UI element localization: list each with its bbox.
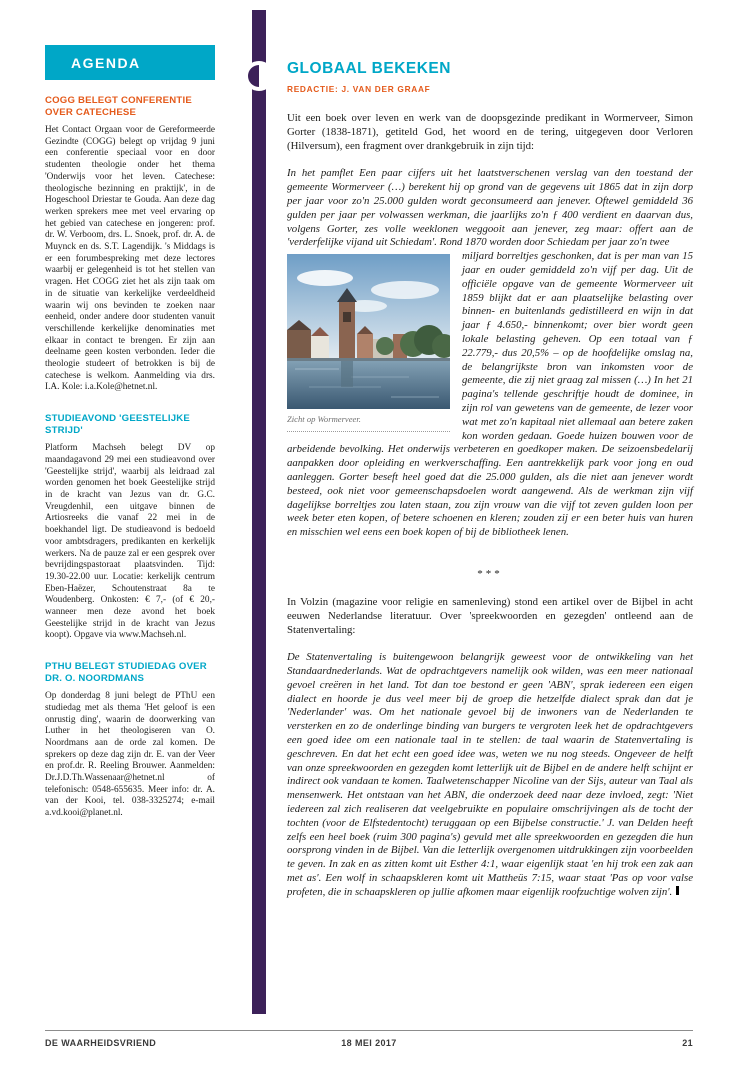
main-article <box>287 60 693 914</box>
agenda-header <box>45 45 215 80</box>
footer-page-number: 21 <box>682 1038 693 1048</box>
section-separator: *** <box>477 567 503 580</box>
footer-rule <box>45 1030 693 1031</box>
sidebar-article-cogg <box>45 95 215 394</box>
sidebar-article-studieavond <box>45 413 215 642</box>
footer-brand: DE WAARHEIDSVRIEND <box>45 1038 157 1048</box>
footer-date: 18 MEI 2017 <box>341 1038 397 1048</box>
divider-circle-ornament <box>245 62 273 90</box>
article-title: GLOBAAL BEKEKEN <box>287 60 451 77</box>
sidebar-article-body: Platform Machseh belegt DV op maandagavond 29 mei een studieavond over 'Geestelijke strijd', waarbij als leidraad zal worden genomen het boek Geestelijke strijd in de kracht van Jezus van dr. G.C. Vreugdenhil, een uitgave binnen de Artiosreeks die vanaf 22 mei in de boekhandel ligt. De studieavond is bedoeld voor ambtsdragers, predikanten en kerkelijk werkers. Na de pauze zal er een gesprek over bevrijdingspastoraat plaatsvinden. Tijd: 19.30-22.00 uur. Locatie: kerkelijk centrum Eben-Haëzer, Schoutenstraat 8a te Woudenberg. Onkosten: € 7,- (of € 20,- wanneer men deze avond het boek Geestelijke strijd in de kracht van Jezus koopt). Opgave via www.Machseh.nl. <box>45 443 215 641</box>
divider-halfmoon-icon <box>248 65 259 87</box>
intro-paragraph-1: Uit een boek over leven en werk van de doopsgezinde predikant in Wormerveer, Simon Gorter (1838-1871), getiteld God, het woord en de tering, uitgegeven door Verloren (Hilversum), een fragment over drankgebruik in zijn tijd: <box>287 112 693 152</box>
quote-paragraph-1: In het pamflet Een paar cijfers uit het laatstverschenen verslag van den toestand der gemeente Wormerveer (…) berekent hij op grond van de gegevens uit 1865 dat in zijn dorp per jaar voor zo'n 25.000 gulden wordt geconsumeerd aan jenever. Oftewel gemiddeld 36 gulden per jaar per volwassen werkman, die jaarlijks zo'n ƒ 400 verdient en daarvan dus, volgens Gorter, zes volle weeklonen weggooit aan jenever, zeg maar: offert aan de 'verderfelijke vijand uit Schiedam'. Rond 1870 worden door Schiedam per jaar zo'n twee <box>287 167 693 249</box>
end-of-article-marker <box>676 886 679 895</box>
vertical-divider-bar <box>252 10 266 1014</box>
wormerveer-photo-figure <box>287 254 450 432</box>
byline: REDACTIE: J. VAN DER GRAAF <box>287 84 431 94</box>
photo-caption: Zicht op Wormerveer. <box>287 409 450 432</box>
quote-text: De Statenvertaling is buitengewoon belangrijk geweest voor de ontwikkeling van het Standaardnederlands. Wat de opdrachtgevers namelijk ook wilden, was een meer nationaal gevoel creëren in het land. Tot dan toe bestond er geen 'ABN', sprak iedereen een eigen dialect en hoorde je dus veel meer bij de groep die hetzelfde dialect sprak dan dat je 'Nederlander' was. Om het nationale gevoel bij de inwoners van de Nederlanden te versterken en zo de onderlinge binding van burgers te vergroten leek het de opdrachtgevers een goed idee om een nationale taal in te stellen: de taal waarin de Statenvertaling is geschreven. En dat het echt een goed idee was, weten we nu nog steeds. Ongeveer de helft van onze spreekwoorden en gezegden komt letterlijk uit de Bijbel en de andere helft schijnt er indirect ook vandaan te komen. Taalwetenschapper Nicoline van der Sijs, auteur van Taal als mensenwerk. Het ontstaan van het ABN, die onderzoek deed naar deze invloed, zegt: 'Niet iedereen zal zich realiseren dat veelgebruikte en populaire omschrijvingen als de tocht der tochten (voor de Elfstedentocht) teruggaan op een Bijbelse constructie.' J. van Delden heeft zelfs een heel boek (ruim 300 pagina's) gevuld met alle spreekwoorden en gezegden die hun oorsprong vinden in de Bijbel. Van die letterlijk overgenomen uitdrukkingen zijn voorbeelden te geven. In zak en as zitten komt uit Esther 4:1, waar eigenlijk staat 'en hij trok een zak aan met as'. Een wolf in schaapskleren komt uit Mattheüs 7:15, waar staat 'Pas op voor valse profeten, die in schaapskleren op jullie afkomen maar eigenlijk roofzuchtige wolven zijn'. <box>287 651 693 898</box>
agenda-sidebar <box>45 45 215 839</box>
sidebar-article-body: Het Contact Orgaan voor de Gereformeerde Gezindte (COGG) belegt op vrijdag 9 juni een conferentie speciaal voor en door studenten theologie onder het thema 'Onderwijs voor het leven. Catechese: theologische bezinning en praktijk', in de Hogeschool Driestar te Gouda. Aan deze dag werken sprekers mee met veel ervaring op het gebied van catechese en jongeren: prof. dr. W. Verboom, drs. L. Snoek, prof. dr. A. de Muynck en ds. S.T. Lagendijk. 's Middags is er een forumbespreking met deze lectores waarbij er gelegenheid is tot het stellen van vragen. Het COGG ziet het als zijn taak om in de situatie van kerkelijke verdeeldheid waarin wij ons bevinden te zoeken naar eenheid, onder andere door studenten vanuit verschillende kerkelijke denominaties met elkaar in contact te brengen. Er zijn aan deelname geen kosten verbonden. Ieder die theologie studeert of betrokken is bij de catechese is welkom. Aanmelding via drs. I.A. Kole: i.a.Kole@hetnet.nl. <box>45 125 215 393</box>
sidebar-article-body: Op donderdag 8 juni belegt de PThU een studiedag met als thema 'Het geloof is een onrustig ding', waarin de doorwerking van Luther in het theologiseren van O. Noordmans aan de orde zal komen. De sprekers op deze dag zijn dr. E. van der Veer en prof.dr. R. Reeling Brouwer. Aanmelden: Dr.J.D.Th.Wassenaar@hetnet.nl of telefonisch: 0548-655635. Meer info: dr. A. van der Kooi, tel. 038-3325274; e-mail a.vd.kooi@planet.nl. <box>45 691 215 819</box>
sidebar-article-pthu <box>45 661 215 820</box>
quote-paragraph-2: miljard borreltjes geschonken, dat is per man van 15 jaar en ouder gemiddeld zo'n vijf per dag. Uit de officiële opgave van de gemeente Wormerveer uit 1859 blijkt dat er aan plaatselijke belasting over binnen- en buitenlands gedistilleerd en wijn in dat jaar ƒ 4.650,- binnenkomt; over bier wordt geen lokale belasting geheven. Op een totaal van ƒ 22.779,- dus 20,5% – op de hoofdelijke omslag na, de belangrijkste bron van inkomsten voor de gemeente, die zij niet graag zal missen (…) In het 21 pagina's tellende geschriftje houdt de dominee, in zijn rol van gewetens van de gemeente, de lezer voor wat met zo'n kapitaal niet allemaal aan betere zaken kon worden gedaan. Goede huizen bouwen voor de arbeidende bevolking. Het onderwijs verbeteren en goedkoper maken. De seizoensbedelarij aanpakken door opleiding en werkverschaffing. Een aantrekkelijk park voor jong en oud aanleggen. Gorter beseft heel goed dat die 25.000 gulden, als die niet aan jenever wordt besteed, ook niet voor gemeenschapsdoelen wordt aangewend. Als de werkman zijn vijf dagelijkse borreltjes zou laten staan, zou zijn vrouw van die vijf tot zeven gulden loon per week beter eten kopen, of betere schoenen en kleren; zouden zij er een beter huis van huren en misschien wel eens een boek kopen of bij de bibliotheek lenen. <box>287 250 693 539</box>
sidebar-article-heading: COGG BELEGT CONFERENTIE OVER CATECHESE <box>45 95 192 118</box>
sidebar-article-heading: PTHU BELEGT STUDIEDAG OVER DR. O. NOORDMANS <box>45 661 207 685</box>
footer <box>45 1038 693 1048</box>
agenda-title: AGENDA <box>71 55 141 71</box>
intro-paragraph-2: In Volzin (magazine voor religie en samenleving) stond een artikel over de Bijbel in acht eeuwen Nederlandse literatuur. Over 'spreekwoorden en gezegden' ontleend aan de Statenvertaling: <box>287 595 693 636</box>
sidebar-article-heading: STUDIEAVOND 'GEESTELIJKE STRIJD' <box>45 413 190 437</box>
quote-with-photo <box>287 250 693 554</box>
wormerveer-photo <box>287 254 450 409</box>
quote-paragraph-3 <box>287 651 693 899</box>
